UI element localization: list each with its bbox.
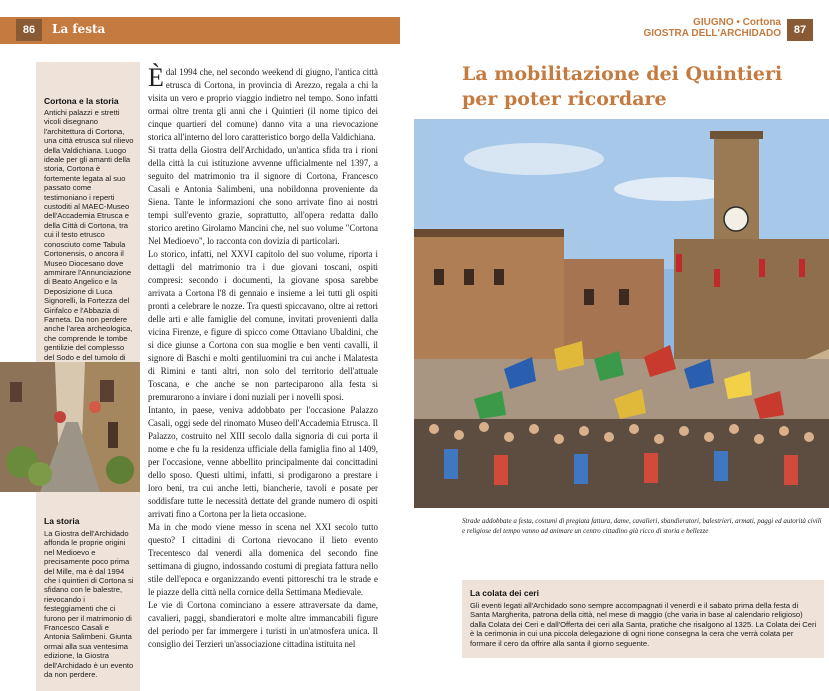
festival-photo-illustration xyxy=(414,119,829,508)
article-body xyxy=(148,63,378,651)
sidebar-box-text-history-cortona: Antichi palazzi e stretti vicoli disegnano l'architettura di Cortona, una città etrusca sul rilievo della Valdichiana. Luogo ideale per gli amanti della storia, Cortona è fortemente legata al suo passato come testimoniano i reperti custoditi al MAEC-Museo dell'Accademia Etrusca e della Città di Cortona, tra cui il testo etrusco conosciuto come Tabula Cortonensis, o ancora il Museo Diocesano dove ammirare l'Annunciazione di Beato Angelico e la Deposizione di Luca Signorelli, la Fortezza del Girifalco e l'Abbazia di Farneta. Da non perdere anche l'area archeologica, che comprende le tombe gentilizie del complesso del Sodo e del tumolo di xyxy=(44,108,134,362)
running-header-right xyxy=(643,17,781,39)
running-header-line2: GIOSTRA DELL'ARCHIDADO xyxy=(643,28,781,39)
main-photo-festival xyxy=(414,119,829,508)
photo-caption: Strade addobbate a festa, costumi di pregiata fattura, dame, cavalieri, sbandieratori, balestrieri, armati, paggi ed autorità civili e religiose del tempo vanno ad animare un centro cittadino già ricco di storia e bellezze xyxy=(462,517,822,535)
page-number-right: 87 xyxy=(787,19,813,41)
info-box-text: Gli eventi legati all'Archidado sono sempre accompagnati il venerdì e il sabato prima della festa di Santa Margherita, patrona della città, nel mese di maggio (che varia in base al calendario religioso) dalla Colata dei Ceri e dall'Offerta dei ceri alla Santa, pratiche che risalgono al 1325. La Colata dei Ceri è la cerimonia in cui una piccola delegazione di ogni rione consegna la cera che verrà colata per formare il cero da offrire alla santa il giorno seguente. xyxy=(470,601,817,648)
sidebar-box-title-history-cortona: Cortona e la storia xyxy=(44,96,119,106)
page-number-left: 86 xyxy=(16,19,42,41)
running-header-line1: GIUGNO • Cortona xyxy=(693,17,781,28)
article-paragraph: dal 1994 che, nel secondo weekend di giugno, l'antica città etrusca di Cortona, in provincia di Arezzo, regala a chi la visita un vero e proprio viaggio indietro nel tempo. Sono infatti ormai oltre trenta gli anni che i Quintieri (il nome tipico dei cinque quartieri del comune) danno vita a una rievocazione storica all'interno del loro caratteristico borgo della Valdichiana. xyxy=(148,67,378,142)
article-paragraph: Lo storico, infatti, nel XXVI capitolo del suo volume, riporta i dettagli del matrimonio tra i due giovani toscani, ospiti compresi: secondo i documenti, la giovane sposa sarebbe arrivata a Cortona l'8 di gennaio e insieme a lei tutti gli ospiti pronti a celebrare le nozze. Tra questi spiccavano, oltre ai rettori delle arti e alle famiglie del comune, invitati provenienti dalla vicina Firenze, e figure di spicco come Ottaviano Ubaldini, che si dice giunse a Cortona con sua moglie e ben venti cavalli, il signore di Baschi e molti gentiluomini tra cui anche i Malatesta di Rimini e tanti altri, non solo del territorio dell'attuale Toscana, e che anche se non parteciparono alla festa si premurarono a inviare i doni nuziali per i novelli sposi. xyxy=(148,249,378,402)
side-photo-street xyxy=(0,362,140,492)
page-header xyxy=(0,0,829,44)
drop-cap: È xyxy=(148,63,164,92)
sidebar-box-title-history: La storia xyxy=(44,516,80,526)
article-headline: La mobilitazione dei Quintieri per poter ricordare xyxy=(462,63,783,110)
info-box-title: La colata dei ceri xyxy=(470,588,539,598)
sidebar-box-text-history: La Giostra dell'Archidado affonda le proprie origini nel Medioevo e precisamente poco prima del Mille, ma è dal 1994 che i quintieri di Cortona si sfidano con le balestre, rievocando i festeggiamenti che ci furono per il matrimonio di Francesco Casali e Antonia Salimbeni. Giunta ormai alla sua ventesima edizione, la Giostra dell'Archidado è un evento da non perdere. xyxy=(44,529,134,680)
article-paragraph: Intanto, in paese, veniva addobbato per l'occasione Palazzo Casali, oggi sede del rinomato Museo dell'Accademia Etrusca. Il Palazzo, costruito nel XIII secolo dalla signoria di cui porta il nome e che fu la residenza ufficiale della famiglia fino al 1409, per l'occasione, venne abbellito principalmente dai concittadini dello sposo. Questi ultimi, infatti, si prodigarono a prestare i loro beni, tra cui anche letti, biancherie, tavoli e posate per soddisfare tutte le necessità dettate del grande numero di ospiti arrivati fino a Cortona per la lieta occasione. xyxy=(148,405,378,519)
section-title: La festa xyxy=(52,22,106,36)
street-photo-illustration xyxy=(0,362,140,492)
article-paragraph: Si tratta della Giostra dell'Archidado, un'antica sfida tra i rioni della città la cui istituzione avvenne ufficialmente nel 1397, a seguito del matrimonio tra il signore di Cortona, Francesco Casali e Antonia Salimbeni, una nobildonna proveniente da Siena. Tante le informazioni che sono arrivate fino ai nostri tempi sull'evento grazie, soprattutto, all'opera redatta dallo storico aretino Girolamo Mancini che, nel suo volume "Cortona Nel Medioevo", lo racconta con dovizia di particolari. xyxy=(148,145,378,246)
article-paragraph: Ma in che modo viene messo in scena nel XXI secolo tutto questo? I cittadini di Cortona rievocano il lieto evento Trecentesco dal venerdì alla domenica del secondo fine settimana di giugno, indossando costumi di pregiata fattura nello stile dell'epoca e organizzando eventi pittoreschi tra le strade e le piazze della città nella cornice della Settimana Medievale. xyxy=(148,522,378,597)
article-paragraph: Le vie di Cortona cominciano a essere attraversate da dame, cavalieri, paggi, sbandieratori e molte altre immancabili figure del periodo per far immergere i turisti in un'atmosfera unica. Il consiglio dei Terzieri un'associazione cittadina istituita nel xyxy=(148,600,378,649)
